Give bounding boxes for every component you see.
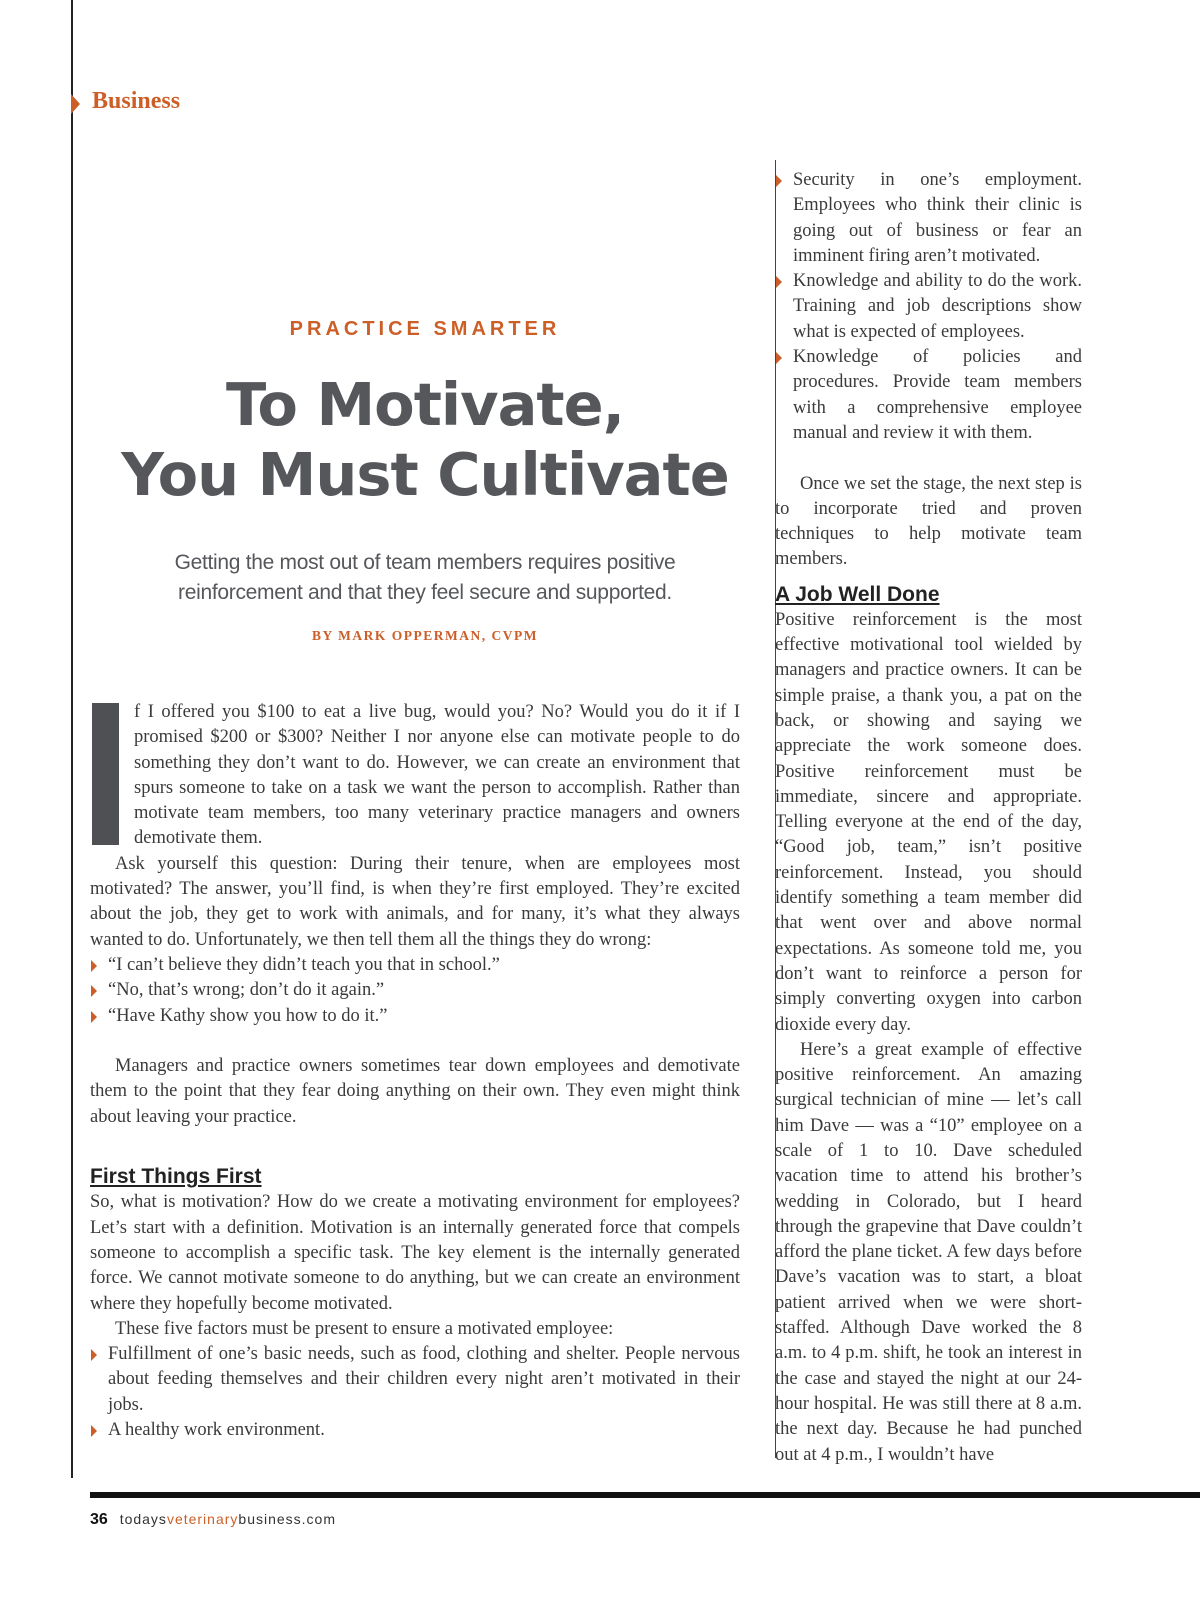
section-arrow-icon: [71, 94, 80, 114]
kicker: PRACTICE SMARTER: [289, 318, 561, 340]
subhead-a-job-well-done: A Job Well Done: [775, 582, 940, 606]
factor-item: Fulfillment of one’s basic needs, such as food, clothing and shelter. People nervous about feeding themselves and their children every night aren’t motivated in their jobs.: [90, 1342, 740, 1418]
paragraph: Managers and practice owners sometimes tear down employees and demotivate them to the point that they fear doing anything on their own. They even might think about leaving your practice.: [90, 1056, 740, 1127]
quote-item: “I can’t believe they didn’t teach you that in school.”: [90, 953, 740, 978]
right-column: [775, 168, 1082, 1468]
page-number: 36: [90, 1511, 108, 1528]
factor-item: Security in one’s employment. Employees who think their clinic is going out of business or fear an imminent firing aren’t motivated.: [775, 168, 1082, 269]
deck-line-1: Getting the most out of team members requires positive: [174, 551, 676, 574]
subhead-first-things-first: First Things First: [90, 1165, 262, 1189]
quote-item: “Have Kathy show you how to do it.”: [90, 1004, 740, 1029]
page-footer: [90, 1511, 336, 1529]
footer-rule: [90, 1492, 1200, 1498]
paragraph: Once we set the stage, the next step is to incorporate tried and proven techniques to help motivate team members.: [775, 473, 1082, 570]
left-column: [90, 700, 740, 1443]
factor-item: Knowledge and ability to do the work. Training and job descriptions show what is expected of employees.: [775, 269, 1082, 345]
quote-item: “No, that’s wrong; don’t do it again.”: [90, 978, 740, 1003]
website-url: todaysveterinarybusiness.com: [119, 1511, 336, 1527]
factor-item: A healthy work environment.: [90, 1418, 740, 1443]
paragraph: These five factors must be present to ensure a motivated employee:: [115, 1318, 614, 1339]
intro-paragraph: f I offered you $100 to eat a live bug, would you? No? Would you do it if I promised $200 or $300? Neither I nor anyone else can motivate people to do something they don’t want to do. However, we can create an environment that spurs someone to take on a task we want the person to accomplish. Rather than motivate team members, too many veterinary practice managers and owners demotivate them.: [134, 702, 740, 849]
paragraph: Positive reinforcement is the most effective motivational tool wielded by managers and practice owners. It can be simple praise, a thank you, a pat on the back, or showing and saying we appreciate the work someone does. Positive reinforcement must be immediate, sincere and appropriate. Telling everyone at the end of the day, “Good job, team,” isn’t positive reinforcement. Instead, you should identify something a team member did that went over and above normal expectations. As someone told me, you don’t want to reinforce a person for simply converting oxygen into carbon dioxide every day.: [775, 609, 1082, 1035]
left-margin-rule: [71, 0, 73, 1478]
headline-line-2: You Must Cultivate: [121, 440, 729, 509]
headline-line-1: To Motivate,: [225, 370, 625, 439]
deck: [150, 548, 700, 608]
paragraph: So, what is motivation? How do we create a motivating environment for employees? Let’s start with a definition. Motivation is an internally generated force that compels someone to accomplish a specific task. The key element is the internally generated force. We cannot motivate someone to do anything, but we can create an environment where they hopefully become motivated.: [90, 1192, 740, 1314]
section-label: Business: [92, 88, 181, 114]
paragraph: Ask yourself this question: During their tenure, when are employees most motivated? The answer, you’ll find, is when they’re first employed. They’re excited about the job, they get to work with animals, and for many, it’s what they always wanted to do. Unfortunately, we then tell them all the things they do wrong:: [90, 853, 740, 950]
factor-item: Knowledge of policies and procedures. Provide team members with a comprehensive employee manual and review it with them.: [775, 345, 1082, 446]
paragraph: Here’s a great example of effective positive reinforcement. An amazing surgical technician of mine — let’s call him Dave — was a “10” employee on a scale of 1 to 10. Dave scheduled vacation time to attend his brother’s wedding in Colorado, but I heard through the grapevine that Dave couldn’t afford the plane ticket. A few days before Dave’s vacation was to start, a bloat patient arrived when we were short-staffed. Although Dave worked the 8 a.m. to 4 p.m. shift, he took an interest in the case and stayed the night at our 24-hour hospital. He was still there at 8 a.m. the next day. Because he had punched out at 4 p.m., I wouldn’t have: [775, 1039, 1082, 1465]
deck-line-2: reinforcement and that they feel secure and supported.: [178, 581, 672, 604]
headline: [110, 370, 740, 510]
byline: BY MARK OPPERMAN, CVPM: [312, 628, 538, 643]
